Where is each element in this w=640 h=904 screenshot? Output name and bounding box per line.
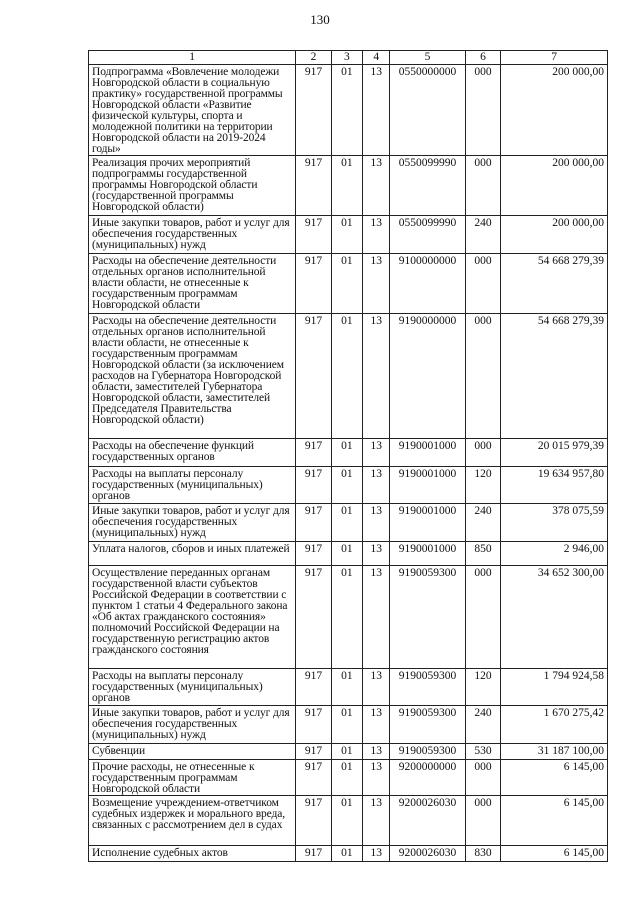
table-row — [89, 706, 608, 744]
table-row — [89, 216, 608, 254]
amount-cell: 1 670 275,42 — [501, 706, 608, 744]
amount-cell: 6 145,00 — [501, 796, 608, 846]
table-body — [89, 65, 608, 862]
admin-code-cell: 917 — [296, 669, 332, 706]
section-code-cell: 01 — [331, 760, 362, 796]
target-article-cell: 0550099990 — [390, 156, 465, 216]
column-header-5: 5 — [390, 51, 465, 65]
table-row — [89, 504, 608, 542]
expense-type-cell: 000 — [465, 796, 501, 846]
admin-code-cell: 917 — [296, 467, 332, 504]
row-name-cell: Расходы на обеспечение деятельности отдельных органов исполнительной власти области, не отнесенные к государственным программам Новгородской области (за исключением расходов на Губернатора Новгородской области, заместителей Губернатора Новгородской области, заместителей Председателя Правительства Новгородской области) — [89, 314, 296, 439]
admin-code-cell: 917 — [296, 744, 332, 760]
row-name-cell: Осуществление переданных органам государственной власти субъектов Российской Федерации в соответствии с пунктом 1 статьи 4 Федерального закона «Об актах гражданского состояния» полномочий Российской Федерации на государственную регистрацию актов гражданского состояния — [89, 566, 296, 669]
expense-type-cell: 000 — [465, 439, 501, 467]
section-code-cell: 01 — [331, 439, 362, 467]
target-article-cell: 9190001000 — [390, 542, 465, 566]
subsection-code-cell: 13 — [363, 439, 390, 467]
amount-cell: 6 145,00 — [501, 846, 608, 862]
amount-cell: 19 634 957,80 — [501, 467, 608, 504]
target-article-cell: 9190000000 — [390, 314, 465, 439]
section-code-cell: 01 — [331, 504, 362, 542]
section-code-cell: 01 — [331, 254, 362, 314]
expense-type-cell: 850 — [465, 542, 501, 566]
amount-cell: 200 000,00 — [501, 216, 608, 254]
row-name-cell: Реализация прочих мероприятий подпрограммы государственной программы Новгородской области (государственной программы Новгородской области) — [89, 156, 296, 216]
column-header-6: 6 — [465, 51, 501, 65]
admin-code-cell: 917 — [296, 760, 332, 796]
admin-code-cell: 917 — [296, 504, 332, 542]
target-article-cell: 9200026030 — [390, 796, 465, 846]
section-code-cell: 01 — [331, 744, 362, 760]
row-name-cell: Прочие расходы, не отнесенные к государственным программам Новгородской области — [89, 760, 296, 796]
row-name-cell: Подпрограмма «Вовлечение молодежи Новгородской области в социальную практику» государственной программы Новгородской области «Развитие физической культуры, спорта и молодежной политики на территории Новгородской области на 2019-2024 годы» — [89, 65, 296, 156]
row-name-cell: Расходы на выплаты персоналу государственных (муниципальных) органов — [89, 467, 296, 504]
admin-code-cell: 917 — [296, 65, 332, 156]
table-row — [89, 439, 608, 467]
section-code-cell: 01 — [331, 706, 362, 744]
target-article-cell: 0550099990 — [390, 216, 465, 254]
row-name-cell: Уплата налогов, сборов и иных платежей — [89, 542, 296, 566]
expense-type-cell: 000 — [465, 566, 501, 669]
section-code-cell: 01 — [331, 566, 362, 669]
target-article-cell: 9190059300 — [390, 566, 465, 669]
table-row — [89, 796, 608, 846]
subsection-code-cell: 13 — [363, 156, 390, 216]
target-article-cell: 9190001000 — [390, 504, 465, 542]
section-code-cell: 01 — [331, 846, 362, 862]
subsection-code-cell: 13 — [363, 542, 390, 566]
admin-code-cell: 917 — [296, 216, 332, 254]
admin-code-cell: 917 — [296, 439, 332, 467]
subsection-code-cell: 13 — [363, 706, 390, 744]
subsection-code-cell: 13 — [363, 467, 390, 504]
budget-table — [88, 50, 608, 862]
section-code-cell: 01 — [331, 65, 362, 156]
subsection-code-cell: 13 — [363, 216, 390, 254]
table-row — [89, 566, 608, 669]
page-number: 130 — [310, 12, 330, 27]
admin-code-cell: 917 — [296, 542, 332, 566]
target-article-cell: 9200026030 — [390, 846, 465, 862]
amount-cell: 20 015 979,39 — [501, 439, 608, 467]
table-row — [89, 744, 608, 760]
row-name-cell: Иные закупки товаров, работ и услуг для обеспечения государственных (муниципальных) нужд — [89, 706, 296, 744]
subsection-code-cell: 13 — [363, 566, 390, 669]
expense-type-cell: 240 — [465, 706, 501, 744]
expense-type-cell: 000 — [465, 65, 501, 156]
section-code-cell: 01 — [331, 216, 362, 254]
expense-type-cell: 000 — [465, 156, 501, 216]
expense-type-cell: 530 — [465, 744, 501, 760]
subsection-code-cell: 13 — [363, 796, 390, 846]
column-header-7: 7 — [501, 51, 608, 65]
admin-code-cell: 917 — [296, 566, 332, 669]
subsection-code-cell: 13 — [363, 65, 390, 156]
table-row — [89, 542, 608, 566]
column-header-4: 4 — [363, 51, 390, 65]
target-article-cell: 9190001000 — [390, 439, 465, 467]
subsection-code-cell: 13 — [363, 744, 390, 760]
amount-cell: 54 668 279,39 — [501, 314, 608, 439]
subsection-code-cell: 13 — [363, 846, 390, 862]
section-code-cell: 01 — [331, 467, 362, 504]
target-article-cell: 9190001000 — [390, 467, 465, 504]
admin-code-cell: 917 — [296, 254, 332, 314]
amount-cell: 1 794 924,58 — [501, 669, 608, 706]
column-header-1: 1 — [89, 51, 296, 65]
amount-cell: 31 187 100,00 — [501, 744, 608, 760]
column-header-3: 3 — [331, 51, 362, 65]
amount-cell: 6 145,00 — [501, 760, 608, 796]
expense-type-cell: 000 — [465, 254, 501, 314]
section-code-cell: 01 — [331, 542, 362, 566]
target-article-cell: 9100000000 — [390, 254, 465, 314]
amount-cell: 54 668 279,39 — [501, 254, 608, 314]
table-row — [89, 65, 608, 156]
row-name-cell: Расходы на выплаты персоналу государственных (муниципальных) органов — [89, 669, 296, 706]
table-row — [89, 467, 608, 504]
row-name-cell: Исполнение судебных актов — [89, 846, 296, 862]
admin-code-cell: 917 — [296, 796, 332, 846]
subsection-code-cell: 13 — [363, 314, 390, 439]
row-name-cell: Иные закупки товаров, работ и услуг для обеспечения государственных (муниципальных) нужд — [89, 504, 296, 542]
expense-type-cell: 830 — [465, 846, 501, 862]
subsection-code-cell: 13 — [363, 760, 390, 796]
expense-type-cell: 240 — [465, 216, 501, 254]
section-code-cell: 01 — [331, 314, 362, 439]
amount-cell: 200 000,00 — [501, 156, 608, 216]
admin-code-cell: 917 — [296, 314, 332, 439]
section-code-cell: 01 — [331, 669, 362, 706]
subsection-code-cell: 13 — [363, 254, 390, 314]
table-row — [89, 254, 608, 314]
column-header-2: 2 — [296, 51, 332, 65]
expense-type-cell: 120 — [465, 467, 501, 504]
amount-cell: 2 946,00 — [501, 542, 608, 566]
admin-code-cell: 917 — [296, 846, 332, 862]
expense-type-cell: 120 — [465, 669, 501, 706]
row-name-cell: Расходы на обеспечение функций государственных органов — [89, 439, 296, 467]
expense-type-cell: 240 — [465, 504, 501, 542]
table-header-row — [89, 51, 608, 65]
row-name-cell: Возмещение учреждением-ответчиком судебных издержек и морального вреда, связанных с рассмотрением дел в судах — [89, 796, 296, 846]
target-article-cell: 9190059300 — [390, 744, 465, 760]
admin-code-cell: 917 — [296, 156, 332, 216]
amount-cell: 34 652 300,00 — [501, 566, 608, 669]
table-row — [89, 846, 608, 862]
target-article-cell: 9200000000 — [390, 760, 465, 796]
table-row — [89, 314, 608, 439]
amount-cell: 200 000,00 — [501, 65, 608, 156]
expense-type-cell: 000 — [465, 314, 501, 439]
target-article-cell: 9190059300 — [390, 706, 465, 744]
target-article-cell: 0550000000 — [390, 65, 465, 156]
table-row — [89, 760, 608, 796]
section-code-cell: 01 — [331, 796, 362, 846]
amount-cell: 378 075,59 — [501, 504, 608, 542]
subsection-code-cell: 13 — [363, 669, 390, 706]
table-row — [89, 669, 608, 706]
row-name-cell: Иные закупки товаров, работ и услуг для обеспечения государственных (муниципальных) нужд — [89, 216, 296, 254]
section-code-cell: 01 — [331, 156, 362, 216]
row-name-cell: Субвенции — [89, 744, 296, 760]
target-article-cell: 9190059300 — [390, 669, 465, 706]
expense-type-cell: 000 — [465, 760, 501, 796]
admin-code-cell: 917 — [296, 706, 332, 744]
row-name-cell: Расходы на обеспечение деятельности отдельных органов исполнительной власти области, не отнесенные к государственным программам Новгородской области — [89, 254, 296, 314]
table-row — [89, 156, 608, 216]
subsection-code-cell: 13 — [363, 504, 390, 542]
